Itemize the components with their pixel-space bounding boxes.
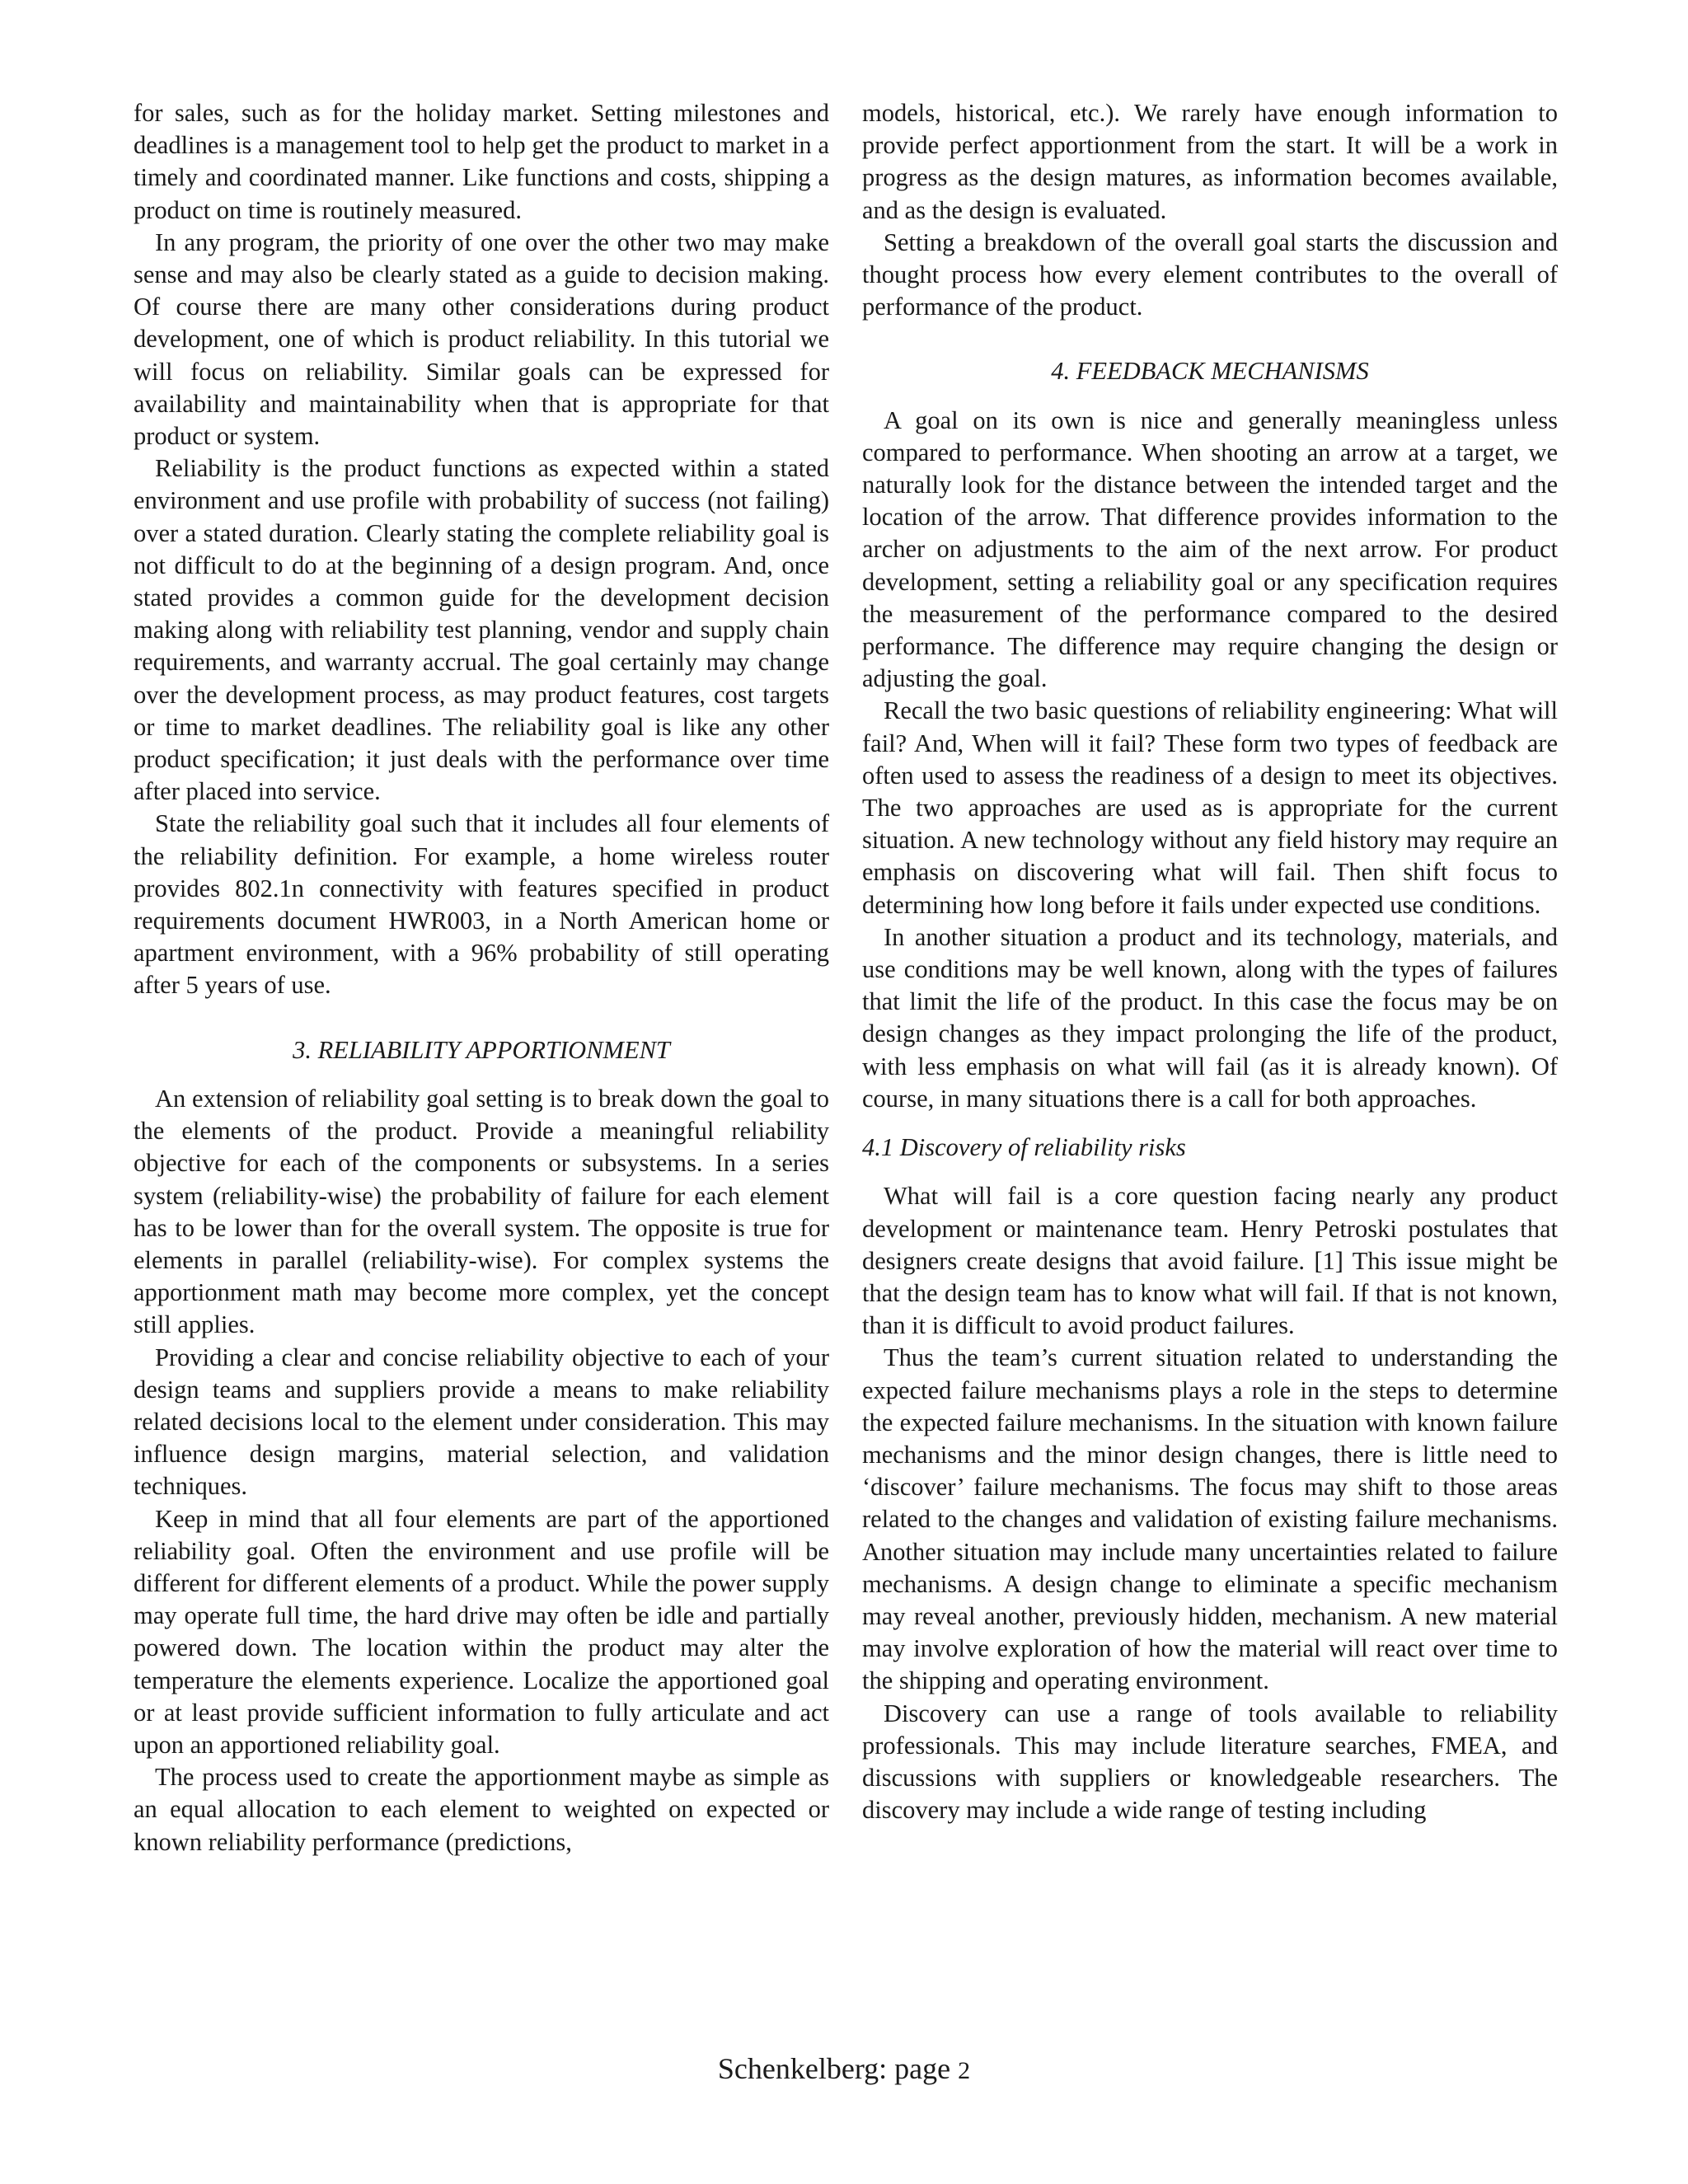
paragraph: for sales, such as for the holiday market. Setting milestones and deadlines is a management tool to help get the product to market in a timely and coordinated manner. Like functions and costs, shipping a product on time is routinely measured. xyxy=(134,99,829,224)
paragraph: Reliability is the product functions as expected within a stated environment and use profile with probability of success (not failing) over a stated duration. Clearly stating the complete reliability goal is not difficult to do at the beginning of a design program. And, once stated provides a common guide for the development decision making along with reliability test planning, vendor and supply chain requirements, and warranty accrual. The goal certainly may change over the development process, as may product features, cost targets or time to market deadlines. The reliability goal is like any other product specification; it just deals with the performance over time after placed into service. xyxy=(134,454,829,806)
paragraph: Keep in mind that all four elements are part of the apportioned reliability goal. Often the environment and use profile will be different for different elements of a product. While the power supply may operate full time, the hard drive may often be idle and partially powered down. The location within the product may alter the temperature the elements experience. Localize the apportioned goal or at least provide sufficient information to fully articulate and act upon an apportioned reliability goal. xyxy=(134,1504,829,1759)
page-number: 2 xyxy=(958,2057,971,2084)
paragraph: Discovery can use a range of tools available to reliability professionals. This may include literature searches, FMEA, and discussions with suppliers or knowledgeable researchers. The discovery may include a wide range of testing including xyxy=(862,1699,1558,1825)
section-heading-3: 3. RELIABILITY APPORTIONMENT xyxy=(293,1035,670,1064)
paragraph: In another situation a product and its technology, materials, and use conditions may be well known, along with the types of failures that limit the life of the product. In this case the focus may be on design changes as they impact prolonging the life of the product, with less emphasis on what will fail (as it is already known). Of course, in many situations there is a call for both approaches. xyxy=(862,922,1558,1113)
paragraph: Recall the two basic questions of reliability engineering: What will fail? And, When will it fail? These form two types of feedback are often used to assess the readiness of a design to meet its objectives. The two approaches are used as is appropriate for the current situation. A new technology without any field history may require an emphasis on discovering what will fail. Then shift focus to determining how long before it fails under expected use conditions. xyxy=(862,696,1558,919)
footer-label: Schenkelberg: page xyxy=(717,2052,951,2085)
paragraph: The process used to create the apportionment maybe as simple as an equal allocation to each element to weighted on expected or known reliability performance (predictions, xyxy=(134,1763,829,1856)
paragraph: What will fail is a core question facing nearly any product development or maintenance team. Henry Petroski postulates that designers create designs that avoid failure. [1] This issue might be that the design team has to know what will fail. If that is not known, than it is difficult to avoid product failures. xyxy=(862,1182,1558,1340)
subsection-heading-4-1: 4.1 Discovery of reliability risks xyxy=(862,1133,1186,1162)
paragraph: Providing a clear and concise reliability objective to each of your design teams and suppliers provide a means to make reliability related decisions local to the element under consideration. This may influence design margins, material selection, and validation techniques. xyxy=(134,1343,829,1501)
paragraph: State the reliability goal such that it includes all four elements of the reliability definition. For example, a home wireless router provides 802.1n connectivity with features specified in product requirements document HWR003, in a North American home or apartment environment, with a 96% probability of still operating after 5 years of use. xyxy=(134,809,829,1000)
paragraph: Setting a breakdown of the overall goal starts the discussion and thought process how every element contributes to the overall of performance of the product. xyxy=(862,227,1558,321)
paragraph: In any program, the priority of one over the other two may make sense and may also be clearly stated as a guide to decision making. Of course there are many other considerations during product development, one of which is product reliability. In this tutorial we will focus on reliability. Similar goals can be expressed for availability and maintainability when that is appropriate for that product or system. xyxy=(134,227,829,451)
paragraph: models, historical, etc.). We rarely have enough information to provide perfect apportionment from the start. It will be a work in progress as the design matures, as information becomes available, and as the design is evaluated. xyxy=(862,99,1558,224)
right-column xyxy=(862,97,1558,1826)
paragraph: An extension of reliability goal setting is to break down the goal to the elements of the product. Provide a meaningful reliability objective for each of the components or subsystems. In a series system (reliability-wise) the probability of failure for each element has to be lower than for the overall system. The opposite is true for elements in parallel (reliability-wise). For complex systems the apportionment math may become more complex, yet the concept still applies. xyxy=(134,1084,829,1339)
page-footer xyxy=(0,2050,1688,2089)
paragraph: A goal on its own is nice and generally meaningless unless compared to performance. When shooting an arrow at a target, we naturally look for the distance between the intended target and the location of the arrow. That difference provides information to the archer on adjustments to the aim of the next arrow. For product development, setting a reliability goal or any specification requires the measurement of the performance compared to the desired performance. The difference may require changing the design or adjusting the goal. xyxy=(862,405,1558,693)
section-heading-4: 4. FEEDBACK MECHANISMS xyxy=(1051,357,1369,386)
left-column xyxy=(134,97,829,1858)
paragraph: Thus the team’s current situation related to understanding the expected failure mechanisms plays a role in the steps to determine the expected failure mechanisms. In the situation with known failure mechanisms and the minor design changes, there is little need to ‘discover’ failure mechanisms. The focus may shift to those areas related to the changes and validation of existing failure mechanisms. Another situation may include many uncertainties related to failure mechanisms. A design change to eliminate a specific mechanism may reveal another, previously hidden, mechanism. A new material may involve exploration of how the material will react over time to the shipping and operating environment. xyxy=(862,1343,1558,1695)
